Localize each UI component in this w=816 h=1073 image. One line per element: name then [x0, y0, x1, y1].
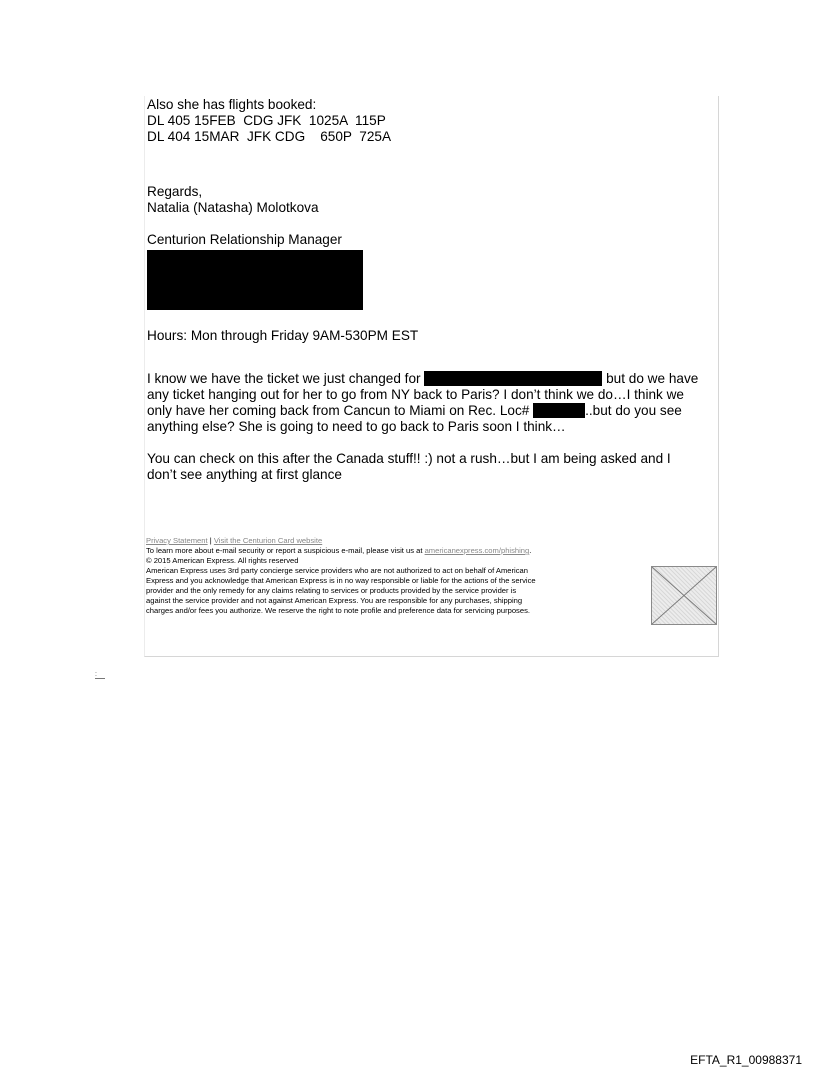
phishing-link[interactable]: americanexpress.com/phishing: [424, 546, 530, 555]
sender-title: Centurion Relationship Manager: [147, 232, 342, 247]
centurion-website-link[interactable]: Visit the Centurion Card website: [213, 536, 323, 545]
document-id: EFTA_R1_00988371: [690, 1053, 802, 1067]
security-text: To learn more about e-mail security or report a suspicious e-mail, please visit us at: [146, 546, 423, 555]
disclaimer-line: American Express uses 3rd party concierge service providers who are not authorized to act on behalf of American: [146, 566, 528, 575]
redaction-bar: [424, 371, 602, 386]
email-footer: Privacy Statement | Visit the Centurion Card website To learn more about e-mail security or report a suspicious e-mail, please visit us at americanexpress.com/phishing. © 2015 American Express. All rights reserved American Express uses 3rd party concierge service providers who are not authorized to act on behalf of American Express and you acknowledge that American Express is in no way responsible or liable for the actions of the service provider and the only remedy for any claims relating to services or products provided by the service provider is against the service provider and not against American Express. You are responsible for any purchases, shipping charges and/or fees you authorize. We reserve the right to note profile and preference data for servicing purposes.: [146, 536, 646, 616]
flights-intro: Also she has flights booked:: [147, 97, 317, 112]
flight-line-1: DL 405 15FEB CDG JFK 1025A 115P: [147, 113, 386, 128]
redacted-contact-block: [147, 250, 363, 310]
disclaimer-line: provider and the only remedy for any claims relating to services or products provided by the service provider is: [146, 586, 517, 595]
regards: Regards,: [147, 184, 203, 199]
flight-line-2: DL 404 15MAR JFK CDG 650P 725A: [147, 129, 392, 144]
copyright: © 2015 American Express. All rights reserved: [146, 556, 299, 565]
redaction-bar: [533, 403, 585, 418]
broken-image-icon: [651, 566, 717, 625]
page-mark: :: [95, 671, 105, 678]
message-paragraph-2: You can check on this after the Canada stuff!! :) not a rush…but I am being asked and I don’t see anything at first glance: [147, 451, 671, 482]
message-paragraph-1: I know we have the ticket we just changed for but do we have any ticket hanging out for her to go from NY back to Paris? I don’t think we do…I think we only have her coming back from Cancun to Miami on Rec. Loc# ..but do you see anything else? She is going to need to go back to Paris soon I think…: [147, 371, 699, 434]
disclaimer-line: against the service provider and not against American Express. You are responsible for any purchases, shipping: [146, 596, 523, 605]
privacy-statement-link[interactable]: Privacy Statement: [146, 536, 208, 545]
email-body: [147, 97, 715, 483]
sender-name: Natalia (Natasha) Molotkova: [147, 200, 319, 215]
office-hours: Hours: Mon through Friday 9AM-530PM EST: [147, 328, 419, 343]
disclaimer-line: Express and you acknowledge that American Express is in no way responsible or liable for the actions of the service: [146, 576, 536, 585]
disclaimer-line: charges and/or fees you authorize. We reserve the right to note profile and preference data for servicing purposes.: [146, 606, 530, 615]
